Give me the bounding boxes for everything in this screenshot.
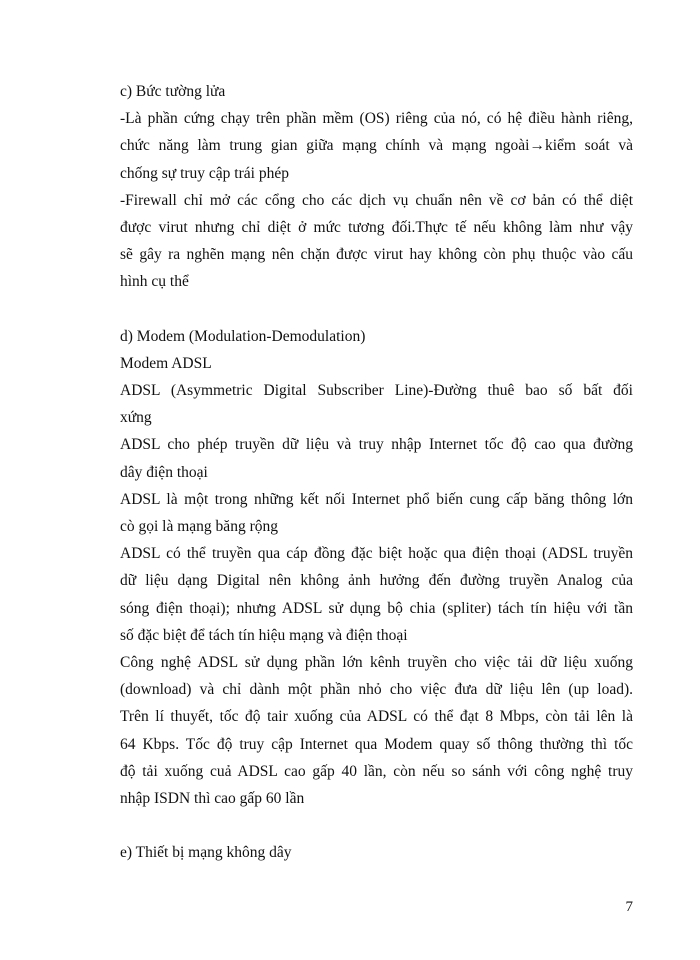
text-line: -Firewall chỉ mở các cổng cho các dịch vụ chuẩn nên về cơ bản có thể diệt — [120, 191, 633, 209]
text-line: được virut nhưng chỉ diệt ở mức tương đối.Thực tế nếu không làm như vậy — [120, 218, 633, 236]
text-line: độ tải xuống cuả ADSL cao gấp 40 lần, còn nếu so sánh với công nghệ truy — [120, 762, 633, 780]
text-line: -Là phần cứng chạy trên phần mềm (OS) riêng của nó, có hệ điều hành riêng, — [120, 110, 633, 128]
text-line: (download) và chỉ dành một phần nhỏ cho việc đưa dữ liệu lên (up load). — [120, 681, 633, 699]
text-line: hình cụ thể — [120, 273, 189, 291]
text-line: xứng — [120, 409, 152, 427]
text-line: sẽ gây ra nghẽn mạng nên chặn được virut hay không còn phụ thuộc vào cấu — [120, 246, 633, 264]
text-line: nhập ISDN thì cao gấp 60 lần — [120, 789, 305, 807]
text-line: Công nghệ ADSL sử dụng phần lớn kênh truyền cho việc tải dữ liệu xuống — [120, 653, 633, 671]
text-line: chức năng làm trung gian giữa mạng chính và mạng ngoài→kiểm soát và — [120, 137, 633, 155]
text-line: số đặc biệt để tách tín hiệu mạng và điện thoại — [120, 626, 408, 644]
text-line: ADSL có thể truyền qua cáp đồng đặc biệt hoặc qua điện thoại (ADSL truyền — [120, 545, 633, 563]
blank-line — [120, 812, 633, 839]
text-line: cò gọi là mạng băng rộng — [120, 518, 278, 535]
text-line: d) Modem (Modulation-Demodulation) — [120, 327, 366, 345]
text-line: 64 Kbps. Tốc độ truy cập Internet qua Modem quay số thông thường thì tốc — [120, 735, 633, 753]
text-line: ADSL cho phép truyền dữ liệu và truy nhập Internet tốc độ cao qua đường — [120, 436, 633, 454]
text-line: c) Bức tường lửa — [120, 83, 226, 100]
text-line: chống sự truy cập trái phép — [120, 164, 289, 182]
text-line: e) Thiết bị mạng không dây — [120, 844, 292, 862]
text-line: dây điện thoại — [120, 463, 208, 481]
body-text — [120, 78, 633, 866]
blank-line — [120, 296, 633, 323]
page-number: 7 — [625, 899, 633, 915]
text-line: Trên lí thuyết, tốc độ tair xuống của ADSL có thể đạt 8 Mbps, còn tải lên là — [120, 708, 633, 726]
text-line: ADSL là một trong những kết nối Internet phổ biến cung cấp băng thông lớn — [120, 490, 633, 508]
text-line: dữ liệu dạng Digital nên không ảnh hưởng đến đường truyền Analog của — [120, 572, 633, 590]
text-line: ADSL (Asymmetric Digital Subscriber Line)-Đường thuê bao số bất đối — [120, 382, 633, 400]
text-line: Modem ADSL — [120, 354, 212, 372]
text-line: sóng điện thoại); nhưng ADSL sử dụng bộ chia (spliter) tách tín hiệu với tần — [120, 599, 633, 617]
